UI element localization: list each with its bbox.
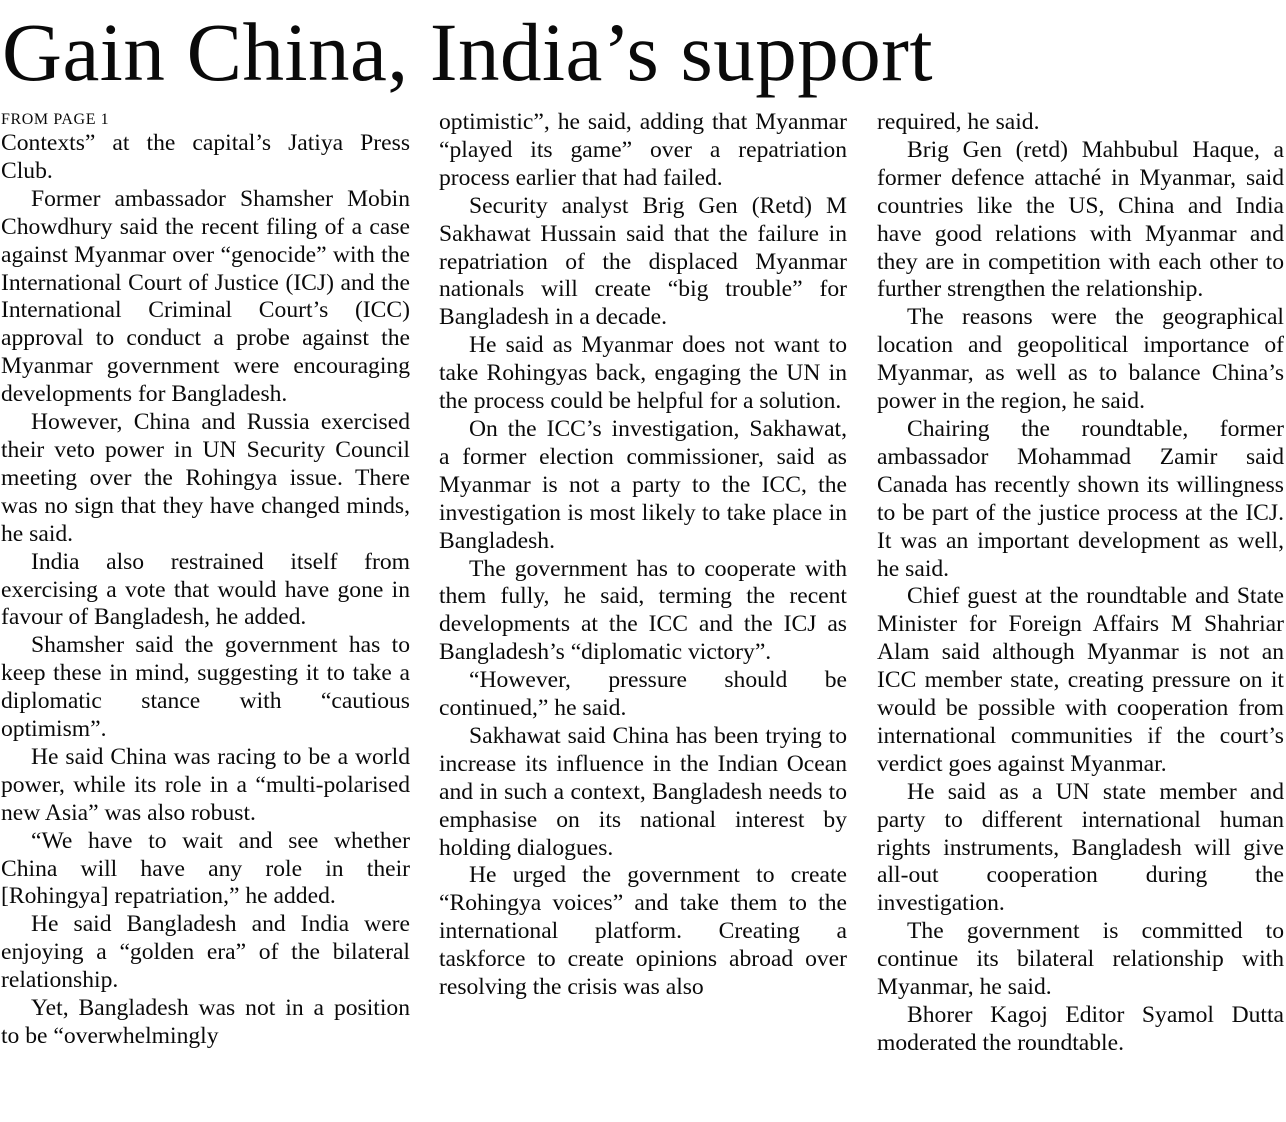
paragraph: required, he said. bbox=[877, 109, 1040, 135]
paragraph: The government is committed to continue its bilateral relationship with Myanmar, he said. bbox=[877, 918, 1284, 1001]
paragraph: Contexts” at the capital’s Jatiya Press Club. bbox=[1, 130, 410, 184]
paragraph: He urged the government to create “Rohingya voices” and take them to the international platform. Creating a taskforce to create opinions abroad over resolving the crisis was also bbox=[439, 862, 847, 1001]
headline: Gain China, India’s support bbox=[2, 6, 933, 98]
paragraph: Chairing the roundtable, former ambassador Mohammad Zamir said Canada has recently shown its willingness to be part of the justice process at the ICJ. It was an important development as well, he said. bbox=[877, 415, 1284, 582]
paragraph: “However, pressure should be continued,” he said. bbox=[439, 667, 847, 722]
paragraph: Shamsher said the government has to keep these in mind, suggesting it to take a diplomatic stance with “cautious optimism”. bbox=[1, 632, 410, 743]
paragraph: The reasons were the geographical location and geopolitical importance of Myanmar, as well as to balance China’s power in the region, he said. bbox=[877, 304, 1284, 415]
paragraph: The government has to cooperate with them fully, he said, terming the recent developments at the ICC and the ICJ as Bangladesh’s “diplomatic victory”. bbox=[439, 555, 847, 666]
paragraph: Sakhawat said China has been trying to increase its influence in the Indian Ocean and in such a context, Bangladesh needs to emphasise on its national interest by holding dialogues. bbox=[439, 722, 847, 861]
article-column-1 bbox=[1, 110, 410, 1051]
paragraph: He said as Myanmar does not want to take Rohingyas back, engaging the UN in the process could be helpful for a solution. bbox=[439, 332, 847, 415]
paragraph: “We have to wait and see whether China will have any role in their [Rohingya] repatriation,” he added. bbox=[1, 827, 410, 910]
paragraph: Security analyst Brig Gen (Retd) M Sakhawat Hussain said that the failure in repatriation of the displaced Myanmar nationals will create “big trouble” for Bangladesh in a decade. bbox=[439, 192, 847, 331]
paragraph: Bhorer Kagoj Editor Syamol Dutta moderated the roundtable. bbox=[877, 1002, 1284, 1056]
paragraph: He said Bangladesh and India were enjoying a “golden era” of the bilateral relationship. bbox=[1, 911, 410, 994]
paragraph: Brig Gen (retd) Mahbubul Haque, a former defence attaché in Myanmar, said countries like the US, China and India have good relations with Myanmar and they are in competition with each other to further strengthen the relationship. bbox=[877, 136, 1284, 303]
paragraph: Former ambassador Shamsher Mobin Chowdhury said the recent filing of a case against Myanmar over “genocide” with the International Court of Justice (ICJ) and the International Criminal Court’s (ICC) approval to conduct a probe against the Myanmar government were encouraging developments for Bangladesh. bbox=[1, 185, 410, 408]
article-column-3 bbox=[877, 109, 1284, 1058]
continuation-kicker: FROM PAGE 1 bbox=[1, 111, 110, 128]
paragraph: On the ICC’s investigation, Sakhawat, a former election commissioner, said as Myanmar is not a party to the ICC, the investigation is most likely to take place in Bangladesh. bbox=[439, 415, 847, 554]
paragraph: He said China was racing to be a world power, while its role in a “multi-polarised new Asia” was also robust. bbox=[1, 743, 410, 826]
paragraph: optimistic”, he said, adding that Myanmar “played its game” over a repatriation process earlier that had failed. bbox=[439, 109, 847, 191]
paragraph: Yet, Bangladesh was not in a position to be “overwhelmingly bbox=[1, 995, 410, 1049]
paragraph: Chief guest at the roundtable and State Minister for Foreign Affairs M Shahriar Alam said although Myanmar is not an ICC member state, creating pressure on it would be possible with cooperation from international communities if the court’s verdict goes against Myanmar. bbox=[877, 583, 1284, 777]
paragraph: He said as a UN state member and party to different international human rights instruments, Bangladesh will give all-out cooperation during the investigation. bbox=[877, 778, 1284, 917]
article-column-2 bbox=[439, 109, 847, 1002]
paragraph: India also restrained itself from exercising a vote that would have gone in favour of Bangladesh, he added. bbox=[1, 548, 410, 631]
paragraph: However, China and Russia exercised their veto power in UN Security Council meeting over the Rohingya issue. There was no sign that they have changed minds, he said. bbox=[1, 409, 410, 547]
